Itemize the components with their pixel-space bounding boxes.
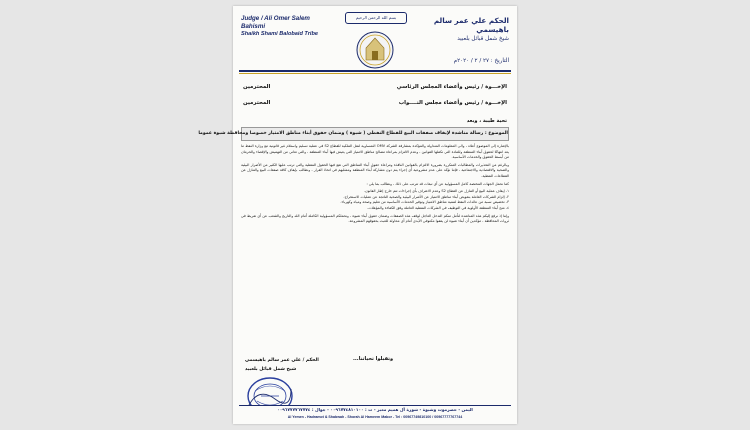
header-divider-gold: [239, 73, 511, 74]
body-list-item: ١- إيقاف عملية البيع أو التنازل عن القطاع S2 وعدم الاعتراف بأي إجراءات تتم خارج إطار القانون.: [363, 189, 509, 194]
signature-title: شيخ شمل قبائل بلعبيد: [245, 367, 297, 372]
letter-body: [241, 144, 509, 354]
letter-date: التاريخ : ٢٧ / ٢ / ٢٠٢٠م: [453, 58, 509, 64]
body-paragraph: وإننا إذ نرفع إليكم هذه المناشدة لنأمل منكم التدخل العاجل لوقف هذه الصفقات وضمان حقوق أبناء شبوة ، ونحملكم المسؤولية الكاملة أمام الله والتاريخ والشعب عن أي تفريط في ثروات المحافظة ، مؤكدين أن أبناء شبوة لن يقفوا مكتوفي الأيدي أمام أي محاولة للعبث بحقوقهم المشروعة.: [241, 213, 509, 224]
footer-divider: [239, 405, 511, 406]
recipient-text: الإخـــوة / رئيس وأعضاء مجلس النــــواب: [398, 100, 507, 106]
closing-text: وتقبلوا تحياتنا...: [353, 356, 394, 362]
body-list-item: ٣- تخصيص نسبة من عائدات النفط لتنمية مناطق الامتياز وتوفير الخدمات الأساسية من تعليم وصحة ومياه وكهرباء.: [340, 200, 509, 205]
signature-name: الحكم / علي عمر سالم باهيسمي: [245, 358, 319, 363]
recipient-line: [243, 84, 507, 90]
header-en-title: Judge / Ali Omer Salem Bahismi: [241, 15, 310, 30]
header-english: [241, 15, 333, 37]
recipient-suffix: المحترمين: [243, 100, 271, 106]
header-arabic: [419, 16, 509, 42]
body-list-item: ٢- إلزام الشركات العاملة بتعويض أبناء مناطق الامتياز عن الأضرار البيئية والصحية الناتجة عن عمليات الاستخراج.: [343, 194, 509, 199]
recipient-suffix: المحترمين: [243, 84, 271, 90]
letter-page: [198, 6, 517, 424]
header-ar-title: الحكم علي عمر سالم باهيسمي: [433, 16, 509, 34]
body-paragraph: كما نحمل الجهات المختصة كامل المسؤولية عن أي تبعات قد تترتب على ذلك ، ونطالب بما يلي :: [366, 181, 509, 186]
greeting: تحية طيبة ، وبعد: [466, 118, 507, 124]
tribe-emblem-logo: [354, 30, 396, 70]
recipient-text: الإخـــوة / رئيس وأعضاء المجلس الرئاسي: [396, 84, 507, 90]
body-paragraph: وبالرغم من التحذيرات والمطالبات المتكررة بضرورة الالتزام بالقوانين النافذة ومراعاة حقوق أبناء المناطق التي تقع فيها الحقول النفطية والتي ترتب عليها الكثير من الأضرار البيئية والصحية والاقتصادية والاجتماعية ، فإننا نؤكد على عدم مشروعية أي إجراء يتم دون مشاركة أبناء المنطقة وممثليهم في اتخاذ القرار ، ونطالب بإيقاف كافة صفقات البيع والتنازل عن القطاعات النفطية.: [241, 162, 509, 178]
footer-english-address: Al Yemen - Hadramot & Shabwah - Shorah Al Hameem Mabor - Tel : 00967749810100 / 00967777767744: [287, 415, 463, 419]
header-ar-subtitle: شيخ شمل قبائل بلعبيد: [457, 36, 509, 42]
subject-line: الموضوع : رسالة مناشدة لإيقاف صفقات البيع للقطاع النفطي ( شبوة ) وضمان حقوق أبناء مناطق الامتياز خصوصا ومحافظة شبوة عموما: [241, 127, 509, 141]
recipient-line: [243, 100, 507, 106]
body-list-item: ٤- منح أبناء المنطقة الأولوية في التوظيف في الشركات النفطية العاملة وفق الكفاءة والمؤهلات.: [367, 205, 509, 210]
header-en-subtitle: Shaikh Shami Balobaid Tribe: [241, 30, 318, 37]
letterhead-footer: [233, 405, 517, 424]
header-divider: [239, 70, 511, 72]
footer-arabic-address: اليمن - حضرموت وشبوة - شورة آل هميم معبر - ت : ٠٠٩٦٧٧٤٨١٠١٠٠ - جوال : ٠٠٩٦٧٧٧٧٦٧٧٧٤: [277, 407, 473, 412]
basmala-calligraphy: بسم الله الرحمن الرحيم: [345, 12, 407, 24]
body-paragraph: بالإشارة إلى الموضوع أعلاه ، والى المعلومات المتداولة والمؤكدة بمشارفة الشركة OMV النمساوية لنقل الملكية للقطاع S2 في عملية تسليم واستلام غير قانونية مع وزارة النفط ما يعد انتهاكا لحقوق أبناء المنطقة وللمادة التي تكفلها القوانين ، وعدم الالتزام بمراعاة مصالح مناطق الامتياز التي يعيش فيها أبناء المنطقة ، والتي تعاني من التهميش والإقصاء والحرمان من أبسط الحقوق والخدمات الأساسية.: [241, 144, 509, 160]
